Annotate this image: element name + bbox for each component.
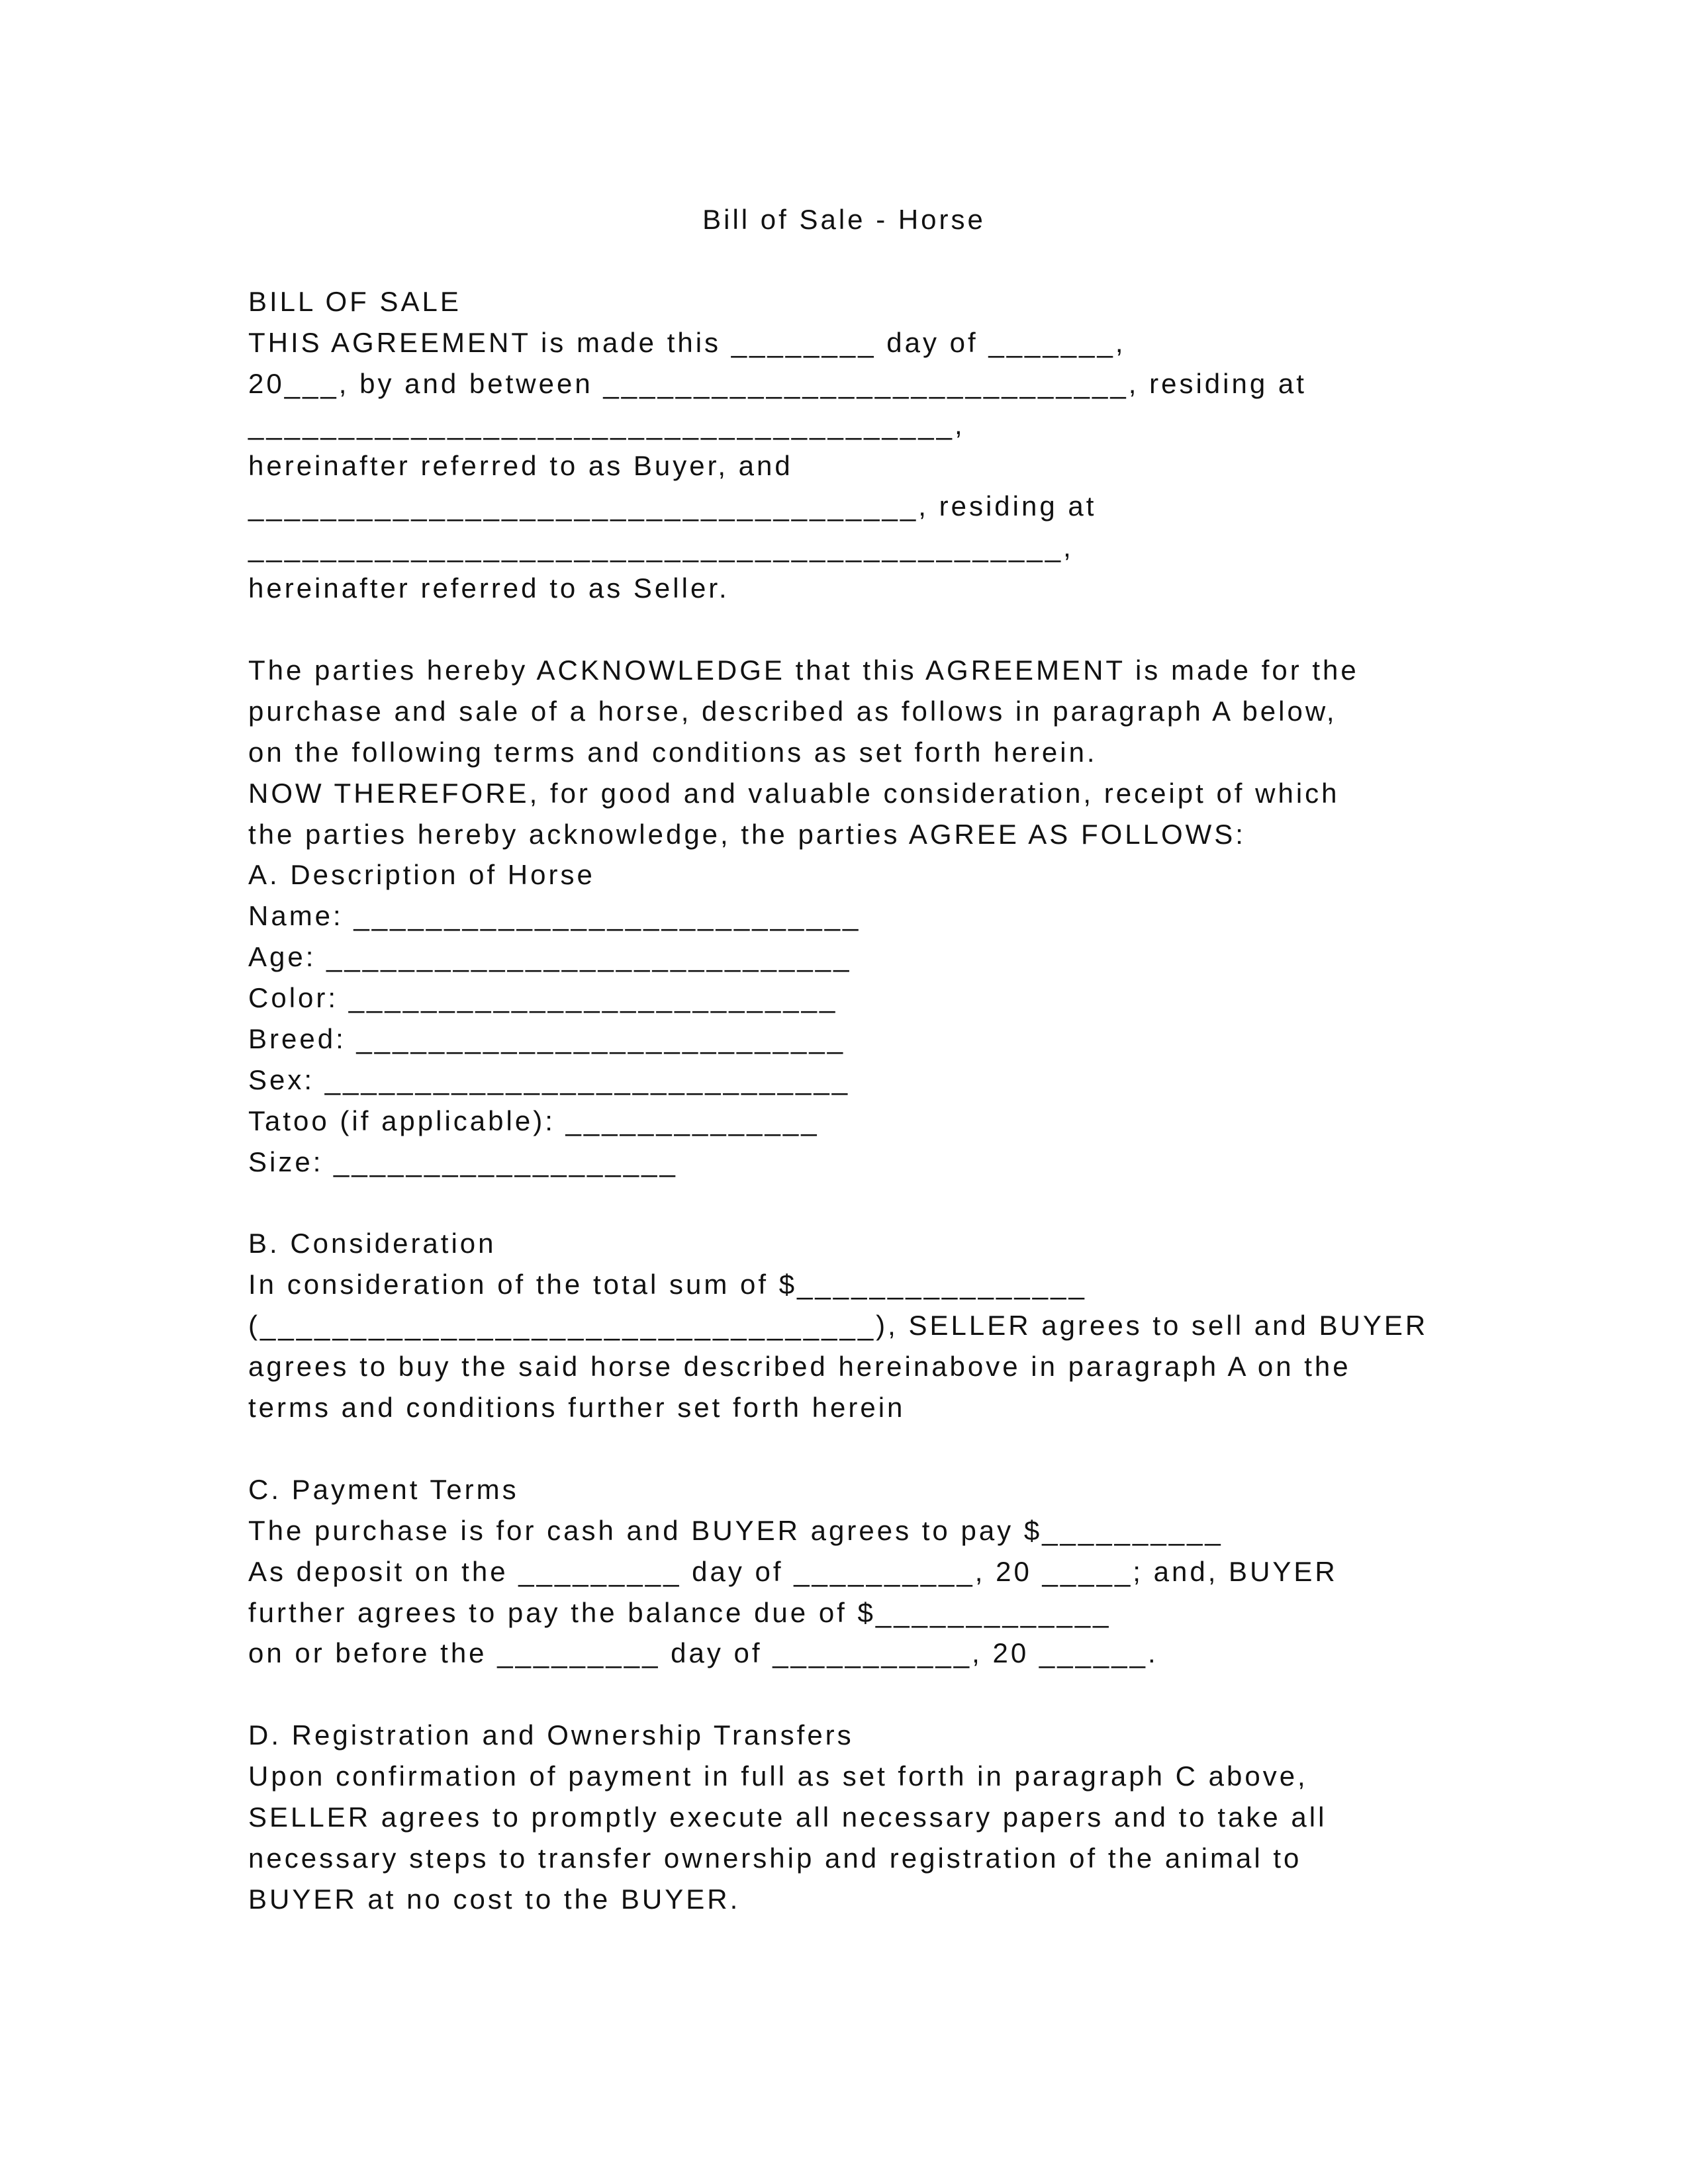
- document-line: _____________________________________________,: [248, 531, 1074, 563]
- document-title: Bill of Sale - Horse: [702, 204, 986, 235]
- blank-line: [248, 1428, 1506, 1469]
- document-line: hereinafter referred to as Seller.: [248, 572, 729, 604]
- document-line: NOW THEREFORE, for good and valuable consideration, receipt of which: [248, 777, 1340, 809]
- document-line: BUYER at no cost to the BUYER.: [248, 1883, 741, 1915]
- document-line: _______________________________________,: [248, 408, 965, 440]
- document-line: The parties hereby ACKNOWLEDGE that this AGREEMENT is made for the: [248, 655, 1359, 686]
- document-line: Age: _____________________________: [248, 941, 852, 973]
- document-line: necessary steps to transfer ownership and registration of the animal to: [248, 1842, 1302, 1874]
- document-line: agrees to buy the said horse described hereinabove in paragraph A on the: [248, 1351, 1351, 1383]
- document-line: As deposit on the _________ day of __________, 20 _____; and, BUYER: [248, 1555, 1338, 1587]
- document-line: Name: ____________________________: [248, 900, 861, 932]
- document-line: on the following terms and conditions as set forth herein.: [248, 736, 1098, 768]
- document-line: A. Description of Horse: [248, 859, 595, 891]
- document-line: SELLER agrees to promptly execute all necessary papers and to take all: [248, 1801, 1327, 1833]
- document-line: BILL OF SALE: [248, 286, 461, 317]
- document-line: purchase and sale of a horse, described as follows in paragraph A below,: [248, 695, 1337, 727]
- blank-line: [248, 1674, 1506, 1715]
- document-line: B. Consideration: [248, 1228, 496, 1259]
- document-line: (__________________________________), SELLER agrees to sell and BUYER: [248, 1310, 1429, 1342]
- document-line: _____________________________________, residing at: [248, 490, 1097, 522]
- document-line: C. Payment Terms: [248, 1473, 519, 1505]
- document-line: Upon confirmation of payment in full as set forth in paragraph C above,: [248, 1760, 1308, 1792]
- document-line: the parties hereby acknowledge, the parties AGREE AS FOLLOWS:: [248, 818, 1246, 850]
- document-line: Sex: _____________________________: [248, 1064, 851, 1095]
- document-line: 20___, by and between _____________________________, residing at: [248, 367, 1307, 399]
- document-line: The purchase is for cash and BUYER agrees to pay $__________: [248, 1514, 1223, 1546]
- blank-line: [248, 1183, 1506, 1224]
- document-line: Breed: ___________________________: [248, 1023, 846, 1055]
- document-line: terms and conditions further set forth herein: [248, 1392, 906, 1424]
- document-line: In consideration of the total sum of $________________: [248, 1269, 1087, 1300]
- document-line: hereinafter referred to as Buyer, and: [248, 449, 793, 481]
- document-line: Color: ___________________________: [248, 982, 838, 1014]
- blank-line: [248, 609, 1506, 650]
- document-body: [248, 281, 1506, 1920]
- document-line: further agrees to pay the balance due of $_____________: [248, 1596, 1111, 1628]
- document-line: Size: ___________________: [248, 1146, 678, 1177]
- document-line: D. Registration and Ownership Transfers: [248, 1719, 854, 1751]
- document-line: on or before the _________ day of ___________, 20 ______.: [248, 1637, 1158, 1669]
- document-line: THIS AGREEMENT is made this ________ day of _______,: [248, 326, 1126, 358]
- document-line: Tatoo (if applicable): ______________: [248, 1105, 820, 1136]
